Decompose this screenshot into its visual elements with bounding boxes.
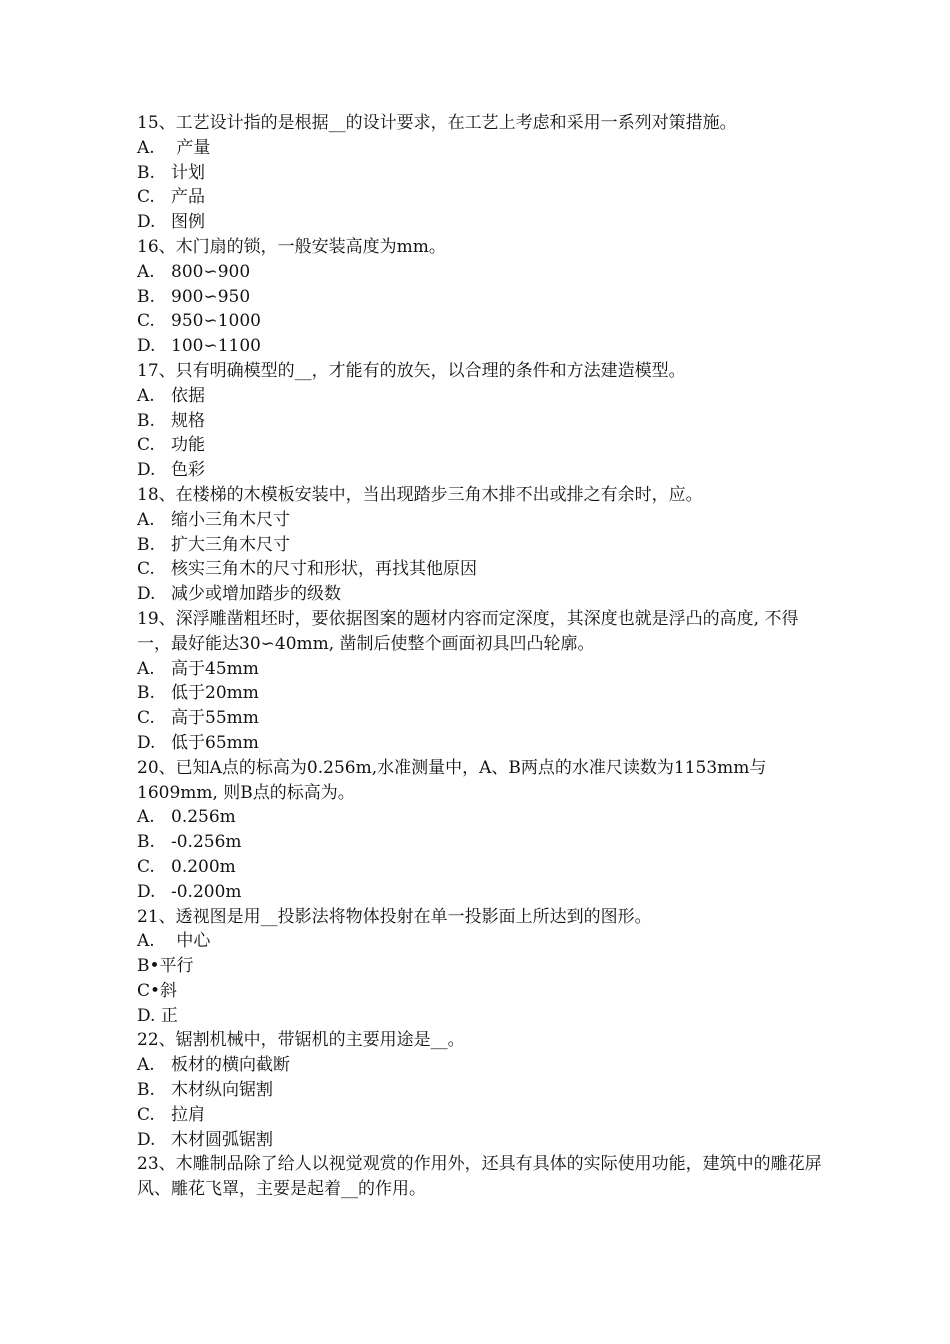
question-text: 21、透视图是用__投影法将物体投射在单一投影面上所达到的图形。 <box>137 906 652 927</box>
option-b[interactable]: B•平行 <box>137 956 194 977</box>
option-d[interactable]: D. 100∽1100 <box>137 336 261 357</box>
option-a[interactable]: A. 依据 <box>137 385 205 406</box>
question-19 <box>137 607 827 756</box>
option-a[interactable]: A. 缩小三角木尺寸 <box>137 509 290 530</box>
option-b[interactable]: B. 木材纵向锯割 <box>137 1080 273 1101</box>
question-15 <box>137 111 827 235</box>
question-23 <box>137 1152 827 1202</box>
question-20 <box>137 756 827 905</box>
option-d[interactable]: D. -0.200m <box>137 881 242 902</box>
option-c[interactable]: C. 950∽1000 <box>137 311 261 332</box>
question-text: 18、在楼梯的木模板安装中，当出现踏步三角木排不出或排之有余时，应。 <box>137 484 703 505</box>
option-d[interactable]: D. 色彩 <box>137 460 205 481</box>
option-a[interactable]: A. 800∽900 <box>137 261 251 282</box>
option-a[interactable]: A. 0.256m <box>137 807 236 828</box>
option-c[interactable]: C. 功能 <box>137 435 205 456</box>
option-b[interactable]: B. 900∽950 <box>137 286 251 307</box>
option-a[interactable]: A. 产量 <box>137 137 211 158</box>
option-c[interactable]: C. 拉肩 <box>137 1104 205 1125</box>
option-b[interactable]: B. 低于20mm <box>137 683 259 704</box>
option-d[interactable]: D. 减少或增加踏步的级数 <box>137 584 341 605</box>
question-16 <box>137 235 827 359</box>
option-c[interactable]: C. 产品 <box>137 187 205 208</box>
question-text: 15、工艺设计指的是根据__的设计要求，在工艺上考虑和采用一系列对策措施。 <box>137 113 737 133</box>
option-c[interactable]: C•斜 <box>137 980 178 1001</box>
option-a[interactable]: A. 中心 <box>137 931 211 952</box>
document-page <box>137 111 827 1202</box>
question-text: 16、木门扇的锁，一般安装高度为mm。 <box>137 236 446 257</box>
option-c[interactable]: C. 高于55mm <box>137 708 259 729</box>
option-b[interactable]: B. 计划 <box>137 162 205 183</box>
option-c[interactable]: C. 0.200m <box>137 856 236 877</box>
option-b[interactable]: B. -0.256m <box>137 832 242 853</box>
question-text: 20、已知A点的标高为0.256m,水准测量中，A、B两点的水准尺读数为1153mm与1609mm, 则B点的标高为。 <box>137 757 767 803</box>
option-a[interactable]: A. 板材的横向截断 <box>137 1055 290 1076</box>
option-b[interactable]: B. 扩大三角木尺寸 <box>137 534 290 555</box>
question-text: 19、深浮雕凿粗坯时，要依据图案的题材内容而定深度，其深度也就是浮凸的高度, 不得一，最好能达30∽40mm, 凿制后使整个画面初具凹凸轮廓。 <box>137 608 799 654</box>
option-d[interactable]: D. 低于65mm <box>137 732 259 753</box>
option-c[interactable]: C. 核实三角木的尺寸和形状，再找其他原因 <box>137 559 477 580</box>
option-b[interactable]: B. 规格 <box>137 410 205 431</box>
question-text: 22、锯割机械中，带锯机的主要用途是__。 <box>137 1030 465 1051</box>
option-d[interactable]: D. 正 <box>137 1005 178 1026</box>
option-d[interactable]: D. 木材圆弧锯割 <box>137 1129 273 1150</box>
question-22 <box>137 1028 827 1152</box>
question-18 <box>137 483 827 607</box>
question-text: 17、只有明确模型的__，才能有的放矢，以合理的条件和方法建造模型。 <box>137 360 686 381</box>
question-17 <box>137 359 827 483</box>
question-21 <box>137 905 827 1029</box>
question-text: 23、木雕制品除了给人以视觉观赏的作用外，还具有具体的实际使用功能，建筑中的雕花屏风、雕花飞罩，主要是起着__的作用。 <box>137 1154 822 1200</box>
option-d[interactable]: D. 图例 <box>137 212 205 233</box>
option-a[interactable]: A. 高于45mm <box>137 658 259 679</box>
